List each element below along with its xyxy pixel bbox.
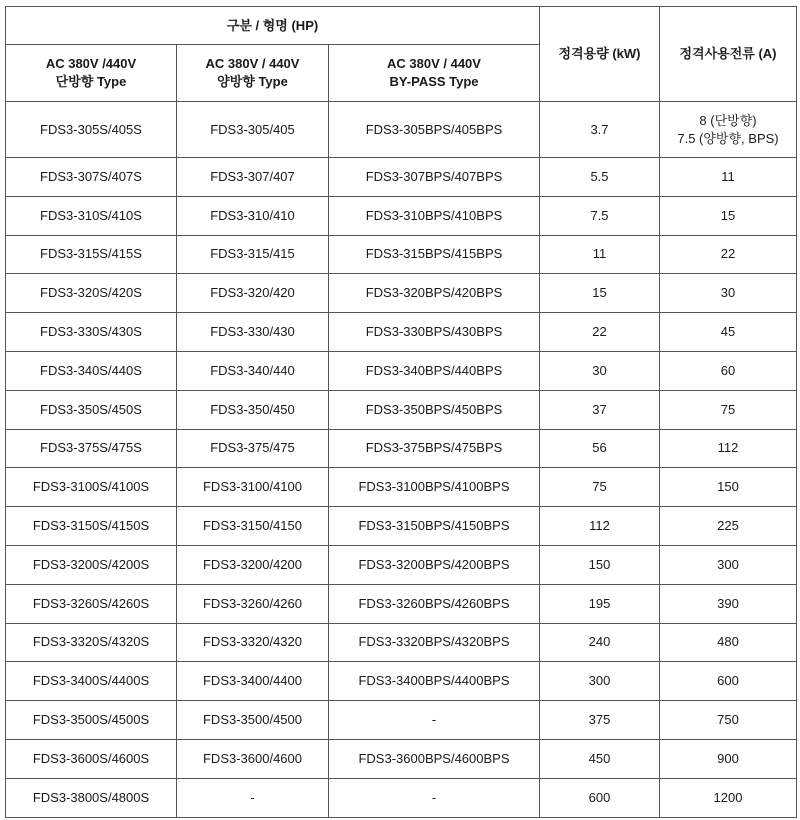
header-rated-current: 정격사용전류 (A) [660, 7, 797, 102]
cell-kw: 300 [540, 662, 660, 701]
cell-kw: 22 [540, 313, 660, 352]
table-row [6, 701, 797, 740]
cell-single: FDS3-320S/420S [6, 274, 177, 313]
cell-kw: 15 [540, 274, 660, 313]
cell-current-line: 225 [717, 518, 739, 534]
cell-current-line: 15 [720, 207, 736, 223]
cell-dual: FDS3-350/450 [177, 390, 329, 429]
header-single-label: 단방향 Type [55, 74, 127, 89]
cell-current-line: 390 [717, 595, 739, 611]
cell-kw: 30 [540, 351, 660, 390]
cell-single: FDS3-375S/475S [6, 429, 177, 468]
cell-single: FDS3-330S/430S [6, 313, 177, 352]
cell-current-line: 150 [717, 479, 739, 495]
cell-single: FDS3-350S/450S [6, 390, 177, 429]
cell-current [660, 390, 797, 429]
cell-bypass: FDS3-3200BPS/4200BPS [329, 545, 540, 584]
cell-current-line: 60 [720, 362, 736, 378]
table-row [6, 196, 797, 235]
cell-current [660, 158, 797, 197]
cell-current [660, 584, 797, 623]
table-row [6, 429, 797, 468]
cell-bypass: FDS3-3400BPS/4400BPS [329, 662, 540, 701]
cell-single: FDS3-3320S/4320S [6, 623, 177, 662]
cell-single: FDS3-340S/440S [6, 351, 177, 390]
cell-single: FDS3-3400S/4400S [6, 662, 177, 701]
cell-current [660, 545, 797, 584]
header-rated-capacity: 정격용량 (kW) [540, 7, 660, 102]
cell-current [660, 429, 797, 468]
table-row [6, 545, 797, 584]
cell-kw: 450 [540, 739, 660, 778]
cell-bypass: FDS3-3600BPS/4600BPS [329, 739, 540, 778]
cell-current-line: 45 [720, 324, 736, 340]
cell-dual: - [177, 778, 329, 817]
cell-bypass: FDS3-3320BPS/4320BPS [329, 623, 540, 662]
cell-bypass: FDS3-3100BPS/4100BPS [329, 468, 540, 507]
cell-single: FDS3-307S/407S [6, 158, 177, 197]
cell-current [660, 313, 797, 352]
cell-current-line: 112 [717, 440, 739, 456]
cell-kw: 375 [540, 701, 660, 740]
cell-single: FDS3-310S/410S [6, 196, 177, 235]
cell-current-line: 750 [717, 712, 739, 728]
cell-single: FDS3-3100S/4100S [6, 468, 177, 507]
cell-current-line: 600 [717, 673, 739, 689]
cell-kw: 75 [540, 468, 660, 507]
cell-current [660, 507, 797, 546]
cell-current [660, 662, 797, 701]
cell-dual: FDS3-3200/4200 [177, 545, 329, 584]
cell-bypass: FDS3-375BPS/475BPS [329, 429, 540, 468]
cell-bypass: FDS3-340BPS/440BPS [329, 351, 540, 390]
table-row [6, 351, 797, 390]
cell-dual: FDS3-3260/4260 [177, 584, 329, 623]
header-group-label: 구분 / 형명 (HP) [6, 7, 540, 45]
cell-current-line: 8 (단방향) [699, 112, 757, 128]
cell-bypass: FDS3-3260BPS/4260BPS [329, 584, 540, 623]
cell-current-line: 75 [720, 401, 736, 417]
table-header [6, 7, 797, 102]
cell-bypass: FDS3-307BPS/407BPS [329, 158, 540, 197]
cell-bypass: FDS3-310BPS/410BPS [329, 196, 540, 235]
header-bypass-type [329, 45, 540, 102]
cell-current [660, 778, 797, 817]
cell-single: FDS3-3800S/4800S [6, 778, 177, 817]
table-row [6, 235, 797, 274]
cell-dual: FDS3-3320/4320 [177, 623, 329, 662]
cell-kw: 3.7 [540, 102, 660, 158]
cell-bypass: FDS3-315BPS/415BPS [329, 235, 540, 274]
cell-bypass: FDS3-330BPS/430BPS [329, 313, 540, 352]
table-row [6, 274, 797, 313]
cell-kw: 150 [540, 545, 660, 584]
cell-current-line: 300 [717, 556, 739, 572]
cell-kw: 37 [540, 390, 660, 429]
cell-dual: FDS3-3500/4500 [177, 701, 329, 740]
cell-single: FDS3-3200S/4200S [6, 545, 177, 584]
cell-current-line: 30 [720, 285, 736, 301]
table-row [6, 468, 797, 507]
table-row [6, 102, 797, 158]
cell-kw: 195 [540, 584, 660, 623]
header-bypass-voltage: AC 380V / 440V [387, 56, 481, 71]
header-dual-label: 양방향 Type [217, 74, 288, 89]
cell-dual: FDS3-3400/4400 [177, 662, 329, 701]
cell-bypass: FDS3-305BPS/405BPS [329, 102, 540, 158]
table-row [6, 662, 797, 701]
table-row [6, 158, 797, 197]
cell-current-line: 900 [717, 750, 739, 766]
cell-current [660, 274, 797, 313]
cell-single: FDS3-315S/415S [6, 235, 177, 274]
cell-current [660, 623, 797, 662]
cell-dual: FDS3-320/420 [177, 274, 329, 313]
cell-kw: 240 [540, 623, 660, 662]
cell-current-line: 1200 [713, 789, 743, 805]
header-dual-voltage: AC 380V / 440V [205, 56, 300, 71]
header-dual-type [177, 45, 329, 102]
table-row [6, 507, 797, 546]
cell-current [660, 351, 797, 390]
cell-bypass: - [329, 701, 540, 740]
cell-dual: FDS3-305/405 [177, 102, 329, 158]
cell-current-line: 11 [721, 168, 735, 184]
spec-table [5, 6, 797, 818]
cell-current [660, 102, 797, 158]
cell-kw: 7.5 [540, 196, 660, 235]
cell-current [660, 196, 797, 235]
cell-bypass: - [329, 778, 540, 817]
cell-current [660, 235, 797, 274]
cell-bypass: FDS3-3150BPS/4150BPS [329, 507, 540, 546]
table-row [6, 739, 797, 778]
cell-kw: 56 [540, 429, 660, 468]
header-single-voltage: AC 380V /440V [45, 56, 137, 71]
cell-current-line: 480 [717, 634, 739, 650]
cell-dual: FDS3-3600/4600 [177, 739, 329, 778]
cell-current-line: 22 [720, 246, 736, 262]
header-bypass-label: BY-PASS Type [389, 74, 479, 89]
cell-dual: FDS3-340/440 [177, 351, 329, 390]
cell-current [660, 468, 797, 507]
cell-single: FDS3-3260S/4260S [6, 584, 177, 623]
cell-single: FDS3-305S/405S [6, 102, 177, 158]
cell-dual: FDS3-310/410 [177, 196, 329, 235]
cell-current [660, 739, 797, 778]
header-row-group [6, 7, 797, 45]
cell-current [660, 701, 797, 740]
cell-kw: 11 [540, 235, 660, 274]
cell-kw: 112 [540, 507, 660, 546]
cell-dual: FDS3-330/430 [177, 313, 329, 352]
cell-kw: 5.5 [540, 158, 660, 197]
cell-current-line: 7.5 (양방향, BPS) [677, 130, 779, 146]
table-row [6, 313, 797, 352]
table-row [6, 623, 797, 662]
cell-bypass: FDS3-320BPS/420BPS [329, 274, 540, 313]
header-single-type [6, 45, 177, 102]
cell-dual: FDS3-307/407 [177, 158, 329, 197]
table-row [6, 584, 797, 623]
table-row [6, 390, 797, 429]
cell-single: FDS3-3500S/4500S [6, 701, 177, 740]
cell-single: FDS3-3600S/4600S [6, 739, 177, 778]
cell-kw: 600 [540, 778, 660, 817]
cell-dual: FDS3-3150/4150 [177, 507, 329, 546]
cell-bypass: FDS3-350BPS/450BPS [329, 390, 540, 429]
table-body [6, 102, 797, 818]
cell-dual: FDS3-3100/4100 [177, 468, 329, 507]
table-row [6, 778, 797, 817]
cell-single: FDS3-3150S/4150S [6, 507, 177, 546]
cell-dual: FDS3-375/475 [177, 429, 329, 468]
cell-dual: FDS3-315/415 [177, 235, 329, 274]
